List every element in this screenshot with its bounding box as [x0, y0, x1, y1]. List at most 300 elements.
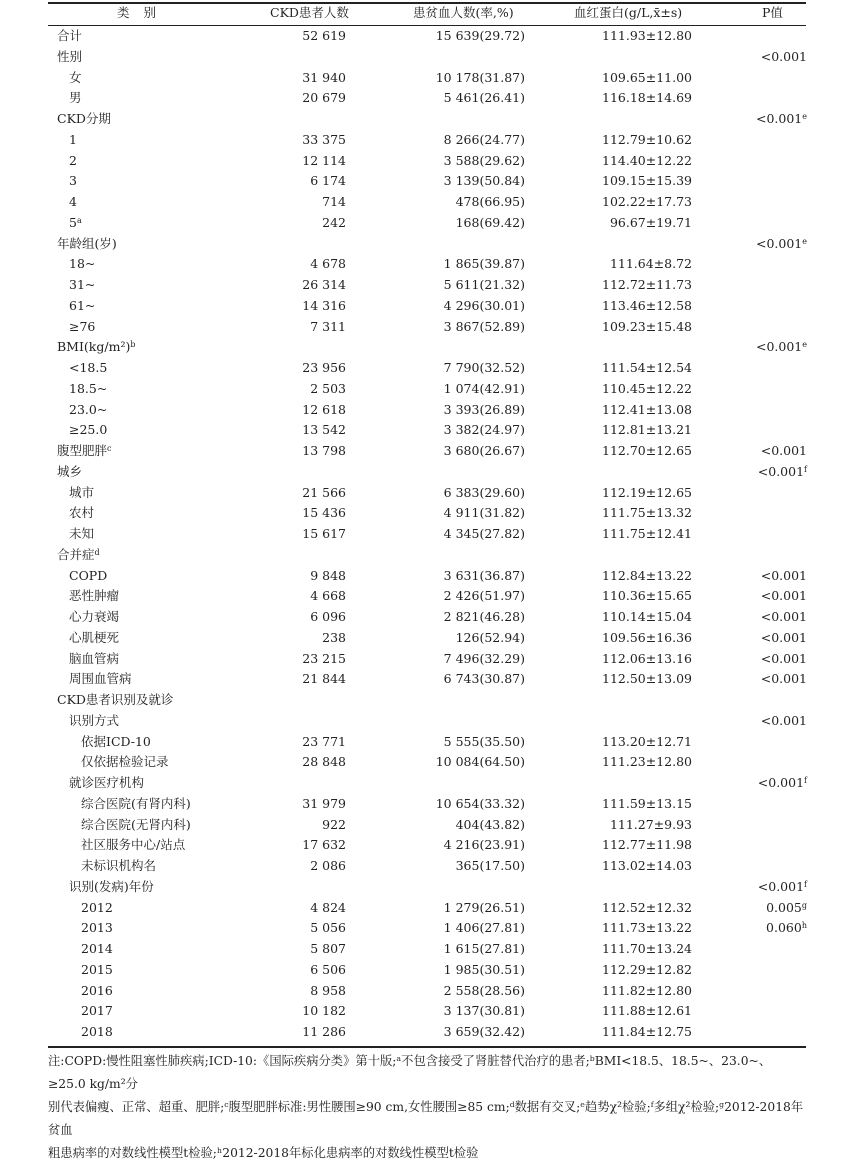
p-value-cell-text: <0.001 [760, 443, 807, 458]
anemia-cell-text: 3 382(24.97) [443, 422, 525, 438]
hemoglobin-cell-text: 112.72±11.73 [602, 277, 692, 292]
anemia-cell-text: 3 680(26.67) [443, 443, 525, 458]
anemia-cell [444, 609, 525, 625]
footnote-marker: f [804, 879, 807, 889]
row-label-text: ≥25.0 [69, 422, 108, 438]
row-label-text: 心肌梗死 [69, 629, 120, 645]
ckd-count-cell [302, 70, 346, 86]
anemia-cell-text: 10 654(33.32) [435, 795, 525, 811]
ckd-count-cell-text: 922 [322, 816, 346, 832]
hemoglobin-cell-text: 109.15±15.39 [602, 173, 692, 189]
p-value-cell-text: <0.001 [760, 588, 807, 604]
row-label [69, 651, 119, 667]
table-row [0, 360, 853, 381]
anemia-cell-text: 3 659(32.42) [443, 1024, 525, 1039]
anemia-cell-text: 3 137(30.81) [443, 1003, 525, 1019]
ckd-count-cell [310, 962, 346, 978]
ckd-count-cell-text: 28 848 [302, 754, 346, 770]
row-label-text: 2018 [81, 1024, 113, 1039]
anemia-cell [444, 132, 525, 148]
table-row [0, 983, 853, 1004]
anemia-cell [444, 651, 525, 667]
hemoglobin-cell-text: 102.22±17.73 [602, 194, 692, 209]
row-label-text: 男 [69, 90, 82, 106]
ckd-count-cell-text: 33 375 [302, 131, 346, 147]
p-value-cell-text: <0.001 [757, 878, 805, 894]
hemoglobin-cell [602, 298, 692, 314]
p-value-cell-text: <0.001 [757, 775, 805, 790]
anemia-cell-text: 1 615(27.81) [443, 941, 525, 956]
anemia-cell [444, 526, 525, 542]
row-label-text: 2 [69, 152, 77, 168]
anemia-cell-text: 365(17.50) [455, 858, 525, 873]
p-value-cell [758, 879, 807, 895]
row-label [69, 402, 107, 418]
row-label [69, 609, 119, 625]
p-value-cell [756, 236, 807, 252]
ckd-count-cell [302, 298, 346, 314]
header-ckd-count: CKD患者人数 [270, 5, 349, 20]
table-row [0, 651, 853, 672]
ckd-count-cell [310, 173, 346, 189]
ckd-count-cell-text: 10 182 [302, 1003, 346, 1019]
row-label [69, 505, 94, 521]
hemoglobin-cell-text: 111.75±13.32 [602, 505, 692, 521]
ckd-count-cell [302, 734, 346, 750]
row-label-text: 合计 [57, 28, 83, 43]
anemia-cell [436, 28, 525, 44]
table-row [0, 381, 853, 402]
ckd-count-cell [302, 671, 346, 687]
anemia-cell [444, 837, 525, 853]
table-row [0, 837, 853, 858]
table-row [0, 485, 853, 506]
table-row [0, 1024, 853, 1045]
row-label-text: 61~ [69, 297, 96, 313]
anemia-cell [444, 173, 525, 189]
hemoglobin-cell [602, 734, 692, 750]
p-value-cell [761, 443, 807, 459]
p-value-cell [761, 568, 807, 584]
anemia-cell-text: 7 790(32.52) [443, 360, 525, 375]
row-label [69, 588, 119, 604]
row-label-text: 心力衰竭 [69, 609, 120, 624]
ckd-count-cell-text: 4 678 [310, 256, 346, 272]
ckd-count-cell-text: 15 617 [302, 526, 346, 541]
table-row [0, 941, 853, 962]
table-row [0, 277, 853, 298]
hemoglobin-cell [602, 505, 692, 521]
anemia-cell [436, 70, 525, 86]
anemia-cell-text: 3 867(52.89) [443, 318, 525, 334]
ckd-count-cell [310, 609, 346, 625]
row-label-text: 就诊医疗机构 [69, 775, 145, 790]
ckd-count-cell-text: 4 824 [310, 899, 346, 915]
row-label-text: 23.0~ [69, 401, 108, 417]
row-label [69, 775, 144, 791]
table-row [0, 443, 853, 464]
row-label [81, 796, 191, 812]
row-label-text: 2013 [81, 920, 113, 936]
anemia-cell [444, 671, 525, 687]
anemia-cell [444, 381, 525, 397]
p-value-cell-text: <0.001 [756, 111, 803, 126]
ckd-count-cell-text: 12 618 [302, 401, 346, 417]
row-label [57, 464, 82, 480]
row-label-text: 农村 [69, 505, 95, 521]
row-label-text: CKD患者识别及就诊 [57, 692, 174, 707]
hemoglobin-cell-text: 110.14±15.04 [602, 609, 692, 624]
footnote-marker: e [802, 112, 807, 121]
ckd-count-cell [302, 485, 346, 501]
table-row [0, 402, 853, 423]
row-label-text: COPD [69, 567, 108, 583]
table-row [0, 568, 853, 589]
ckd-count-cell-text: 11 286 [302, 1024, 346, 1039]
anemia-cell [436, 796, 525, 812]
row-label [69, 153, 77, 169]
row-label [69, 671, 132, 687]
row-label-text: 仅依据检验记录 [81, 754, 169, 770]
anemia-cell [456, 215, 525, 231]
ckd-count-cell-text: 5 056 [310, 920, 346, 936]
anemia-cell-text: 5 611(21.32) [443, 277, 525, 292]
ckd-count-cell-text: 31 979 [302, 795, 346, 811]
anemia-cell-text: 404(43.82) [455, 816, 525, 832]
ckd-count-cell [310, 941, 346, 957]
ckd-count-cell-text: 23 771 [302, 733, 346, 749]
row-label [69, 215, 82, 231]
p-value-cell-text: <0.001 [760, 671, 807, 687]
row-label-text: 城乡 [57, 463, 83, 479]
row-label-text: 5 [69, 214, 77, 230]
ckd-count-cell-text: 12 114 [302, 152, 346, 168]
table-row [0, 817, 853, 838]
hemoglobin-cell [602, 70, 692, 86]
row-label [81, 754, 169, 770]
anemia-cell [444, 920, 525, 936]
ckd-count-cell [322, 194, 346, 210]
table-row [0, 713, 853, 734]
p-value-cell [761, 49, 807, 65]
hemoglobin-cell [602, 630, 692, 646]
hemoglobin-cell-text: 112.41±13.08 [602, 401, 692, 417]
anemia-cell [444, 1024, 525, 1040]
row-label-text: 2015 [81, 961, 113, 977]
row-label-text: 女 [69, 69, 82, 85]
anemia-cell [444, 983, 525, 999]
ckd-count-cell [322, 630, 346, 646]
ckd-count-cell [310, 588, 346, 604]
ckd-count-cell-text: 2 503 [310, 380, 346, 396]
row-label-text: 4 [69, 194, 77, 209]
row-label-text: BMI(kg/m²) [57, 339, 131, 355]
table-row [0, 90, 853, 111]
table-row [0, 775, 853, 796]
hemoglobin-cell [602, 962, 692, 978]
ckd-count-cell-text: 242 [322, 214, 346, 230]
row-label-text: 2012 [81, 899, 113, 915]
anemia-cell-text: 4 296(30.01) [443, 297, 525, 313]
anemia-cell [444, 443, 525, 459]
anemia-cell-text: 1 074(42.91) [443, 380, 525, 396]
ckd-count-cell [322, 817, 346, 833]
row-label [69, 319, 95, 335]
ckd-count-cell-text: 238 [322, 629, 346, 645]
ckd-count-cell [302, 837, 346, 853]
table-row [0, 215, 853, 236]
hemoglobin-cell [602, 1003, 692, 1019]
hemoglobin-cell [602, 837, 692, 853]
ckd-count-cell [302, 526, 346, 542]
ckd-count-cell [310, 256, 346, 272]
ckd-count-cell-text: 26 314 [302, 277, 346, 292]
ckd-count-cell [302, 754, 346, 770]
hemoglobin-cell-text: 112.52±12.32 [602, 899, 692, 915]
p-value-cell-text: <0.001 [757, 463, 805, 479]
table-row [0, 630, 853, 651]
table-row [0, 256, 853, 277]
hemoglobin-cell [602, 402, 692, 418]
row-label [81, 900, 113, 916]
table-row [0, 1003, 853, 1024]
table-row [0, 692, 853, 713]
table-row [0, 339, 853, 360]
row-label [69, 132, 77, 148]
ckd-count-cell-text: 23 956 [302, 360, 346, 375]
anemia-cell-text: 8 266(24.77) [443, 131, 525, 147]
anemia-cell-text: 10 178(31.87) [435, 69, 525, 85]
ckd-count-cell-text: 14 316 [302, 297, 346, 313]
p-value-cell-text: <0.001 [760, 650, 807, 666]
hemoglobin-cell [602, 796, 692, 812]
row-label [57, 339, 135, 355]
anemia-cell-text: 5 461(26.41) [443, 90, 525, 106]
row-label [69, 173, 77, 189]
row-label [57, 443, 112, 459]
hemoglobin-cell-text: 110.45±12.22 [602, 380, 692, 396]
hemoglobin-cell-text: 109.56±16.36 [602, 629, 692, 645]
ckd-count-cell-text: 8 958 [310, 982, 346, 998]
hemoglobin-cell-text: 96.67±19.71 [609, 214, 692, 230]
hemoglobin-cell-text: 112.79±10.62 [602, 131, 692, 147]
hemoglobin-cell-text: 111.70±13.24 [602, 941, 692, 956]
hemoglobin-cell-text: 111.73±13.22 [602, 920, 692, 936]
row-label [69, 298, 95, 314]
anemia-cell [444, 734, 525, 750]
table-row [0, 236, 853, 257]
hemoglobin-cell-text: 109.23±15.48 [602, 318, 692, 334]
p-value-cell [766, 920, 807, 936]
hemoglobin-cell-text: 111.23±12.80 [602, 754, 692, 770]
ckd-count-cell [302, 402, 346, 418]
ckd-count-cell-text: 21 844 [302, 671, 346, 687]
row-label [69, 485, 94, 501]
ckd-count-cell-text: 9 848 [310, 567, 346, 583]
hemoglobin-cell [602, 526, 692, 542]
ckd-count-cell [302, 651, 346, 667]
ckd-count-cell-text: 17 632 [302, 837, 346, 853]
row-label-text: 识别(发病)年份 [69, 878, 154, 894]
ckd-count-cell [310, 319, 346, 335]
hemoglobin-cell-text: 111.75±12.41 [602, 526, 692, 541]
hemoglobin-cell-text: 109.65±11.00 [602, 69, 692, 85]
row-label [69, 422, 107, 438]
table-row [0, 422, 853, 443]
table-row [0, 671, 853, 692]
anemia-cell-text: 6 743(30.87) [443, 671, 525, 687]
anemia-cell [444, 153, 525, 169]
table-row [0, 754, 853, 775]
anemia-cell-text: 4 216(23.91) [443, 837, 525, 853]
header-p-value: P值 [762, 5, 783, 20]
ckd-count-cell-text: 13 798 [302, 443, 346, 458]
anemia-cell [444, 360, 525, 376]
ckd-count-cell-text: 4 668 [310, 588, 346, 604]
ckd-count-cell [302, 1024, 346, 1040]
row-label-text: 1 [69, 131, 77, 147]
row-label [81, 858, 156, 874]
table-row [0, 173, 853, 194]
hemoglobin-cell [602, 381, 692, 397]
anemia-cell [456, 817, 525, 833]
row-label-text: 脑血管病 [69, 650, 120, 666]
ckd-count-cell [310, 900, 346, 916]
footnote [48, 1050, 808, 1165]
ckd-count-cell-text: 2 086 [310, 858, 346, 873]
anemia-cell-text: 1 406(27.81) [443, 920, 525, 936]
footnote-marker: a [76, 215, 82, 225]
p-value-cell-text: <0.001 [760, 629, 807, 645]
footnote-line: 注:COPD:慢性阻塞性肺疾病;ICD-10:《国际疾病分类》第十版;ᵃ不包含接受了肾脏替代治疗的患者;ᵇBMI<18.5、18.5~、23.0~、≥25.0 kg/m²分 [48, 1054, 772, 1091]
ckd-count-cell [302, 443, 346, 459]
row-label [57, 236, 117, 252]
hemoglobin-cell-text: 113.46±12.58 [602, 297, 692, 313]
ckd-count-cell [302, 153, 346, 169]
table-row [0, 132, 853, 153]
row-label-text: 周围血管病 [69, 671, 132, 687]
ckd-count-cell-text: 6 096 [310, 609, 346, 624]
row-label [69, 90, 82, 106]
row-label-text: 城市 [69, 484, 95, 500]
ckd-count-cell [302, 422, 346, 438]
row-label [81, 734, 151, 750]
hemoglobin-cell [610, 817, 692, 833]
ckd-count-cell [302, 796, 346, 812]
hemoglobin-cell-text: 112.77±11.98 [602, 837, 692, 853]
row-label-text: 2016 [81, 982, 113, 998]
hemoglobin-cell-text: 112.50±13.09 [602, 671, 692, 687]
ckd-count-cell-text: 5 807 [310, 941, 346, 956]
table-row [0, 505, 853, 526]
anemia-cell-text: 126(52.94) [455, 629, 525, 645]
ckd-count-cell [302, 1003, 346, 1019]
p-value-cell [766, 900, 807, 916]
row-label-text: 社区服务中心/站点 [81, 837, 186, 853]
anemia-cell [444, 900, 525, 916]
p-value-cell [758, 775, 807, 791]
anemia-cell [444, 962, 525, 978]
row-label-text: 综合医院(有肾内科) [81, 795, 191, 811]
row-label-text: 2017 [81, 1003, 113, 1019]
row-label [69, 879, 154, 895]
footnote-marker: e [802, 236, 807, 246]
table-row [0, 796, 853, 817]
row-label [69, 194, 77, 210]
row-label [69, 526, 94, 542]
hemoglobin-cell [602, 941, 692, 957]
table-row [0, 49, 853, 70]
hemoglobin-cell [602, 1024, 692, 1040]
footnote-marker: e [802, 340, 807, 350]
anemia-cell-text: 6 383(29.60) [443, 484, 525, 500]
row-label [81, 1024, 113, 1040]
row-label-text: 3 [69, 173, 77, 189]
hemoglobin-cell [602, 920, 692, 936]
p-value-cell-text: <0.001 [760, 48, 807, 64]
ckd-count-cell-text: 52 619 [302, 28, 346, 43]
hemoglobin-cell-text: 113.20±12.71 [602, 733, 692, 749]
ckd-count-cell [302, 505, 346, 521]
anemia-cell-text: 3 631(36.87) [443, 567, 525, 583]
anemia-cell [444, 256, 525, 272]
anemia-cell-text: 15 639(29.72) [435, 28, 525, 43]
table-row [0, 464, 853, 485]
anemia-cell [444, 422, 525, 438]
anemia-cell-text: 3 393(26.89) [443, 401, 525, 417]
hemoglobin-cell [602, 609, 692, 625]
anemia-cell [444, 941, 525, 957]
row-label [57, 111, 111, 127]
footnote-marker: b [130, 340, 136, 350]
hemoglobin-cell [602, 194, 692, 210]
p-value-cell [761, 651, 807, 667]
hemoglobin-cell [602, 360, 692, 376]
p-value-cell [758, 464, 807, 480]
hemoglobin-cell-text: 111.93±12.80 [602, 28, 692, 43]
anemia-cell [456, 630, 525, 646]
table-row [0, 858, 853, 879]
p-value-cell-text: <0.001 [760, 567, 807, 583]
row-label-text: 腹型肥胖 [57, 443, 108, 458]
row-label [57, 547, 100, 563]
hemoglobin-cell-text: 111.82±12.80 [602, 982, 692, 998]
p-value-cell-text: <0.001 [760, 609, 807, 624]
hemoglobin-cell-text: 113.02±14.03 [602, 858, 692, 873]
table-row [0, 111, 853, 132]
anemia-cell-text: 2 426(51.97) [443, 588, 525, 604]
row-label [69, 360, 107, 376]
hemoglobin-cell [602, 588, 692, 604]
hemoglobin-cell [602, 132, 692, 148]
hemoglobin-cell [602, 983, 692, 999]
footnote-marker: f [804, 776, 807, 785]
anemia-cell [444, 298, 525, 314]
p-value-cell [761, 630, 807, 646]
anemia-cell-text: 4 911(31.82) [443, 505, 525, 521]
row-label [57, 28, 82, 44]
hemoglobin-cell [602, 153, 692, 169]
hemoglobin-cell-text: 111.59±13.15 [602, 795, 692, 811]
row-label-text: CKD分期 [57, 111, 111, 126]
anemia-cell-text: 1 865(39.87) [443, 256, 525, 272]
row-label [81, 983, 113, 999]
ckd-count-cell-text: 13 542 [302, 422, 346, 438]
anemia-cell-text: 1 985(30.51) [443, 961, 525, 977]
table-row [0, 526, 853, 547]
ckd-count-cell [302, 28, 346, 44]
row-label [69, 568, 107, 584]
